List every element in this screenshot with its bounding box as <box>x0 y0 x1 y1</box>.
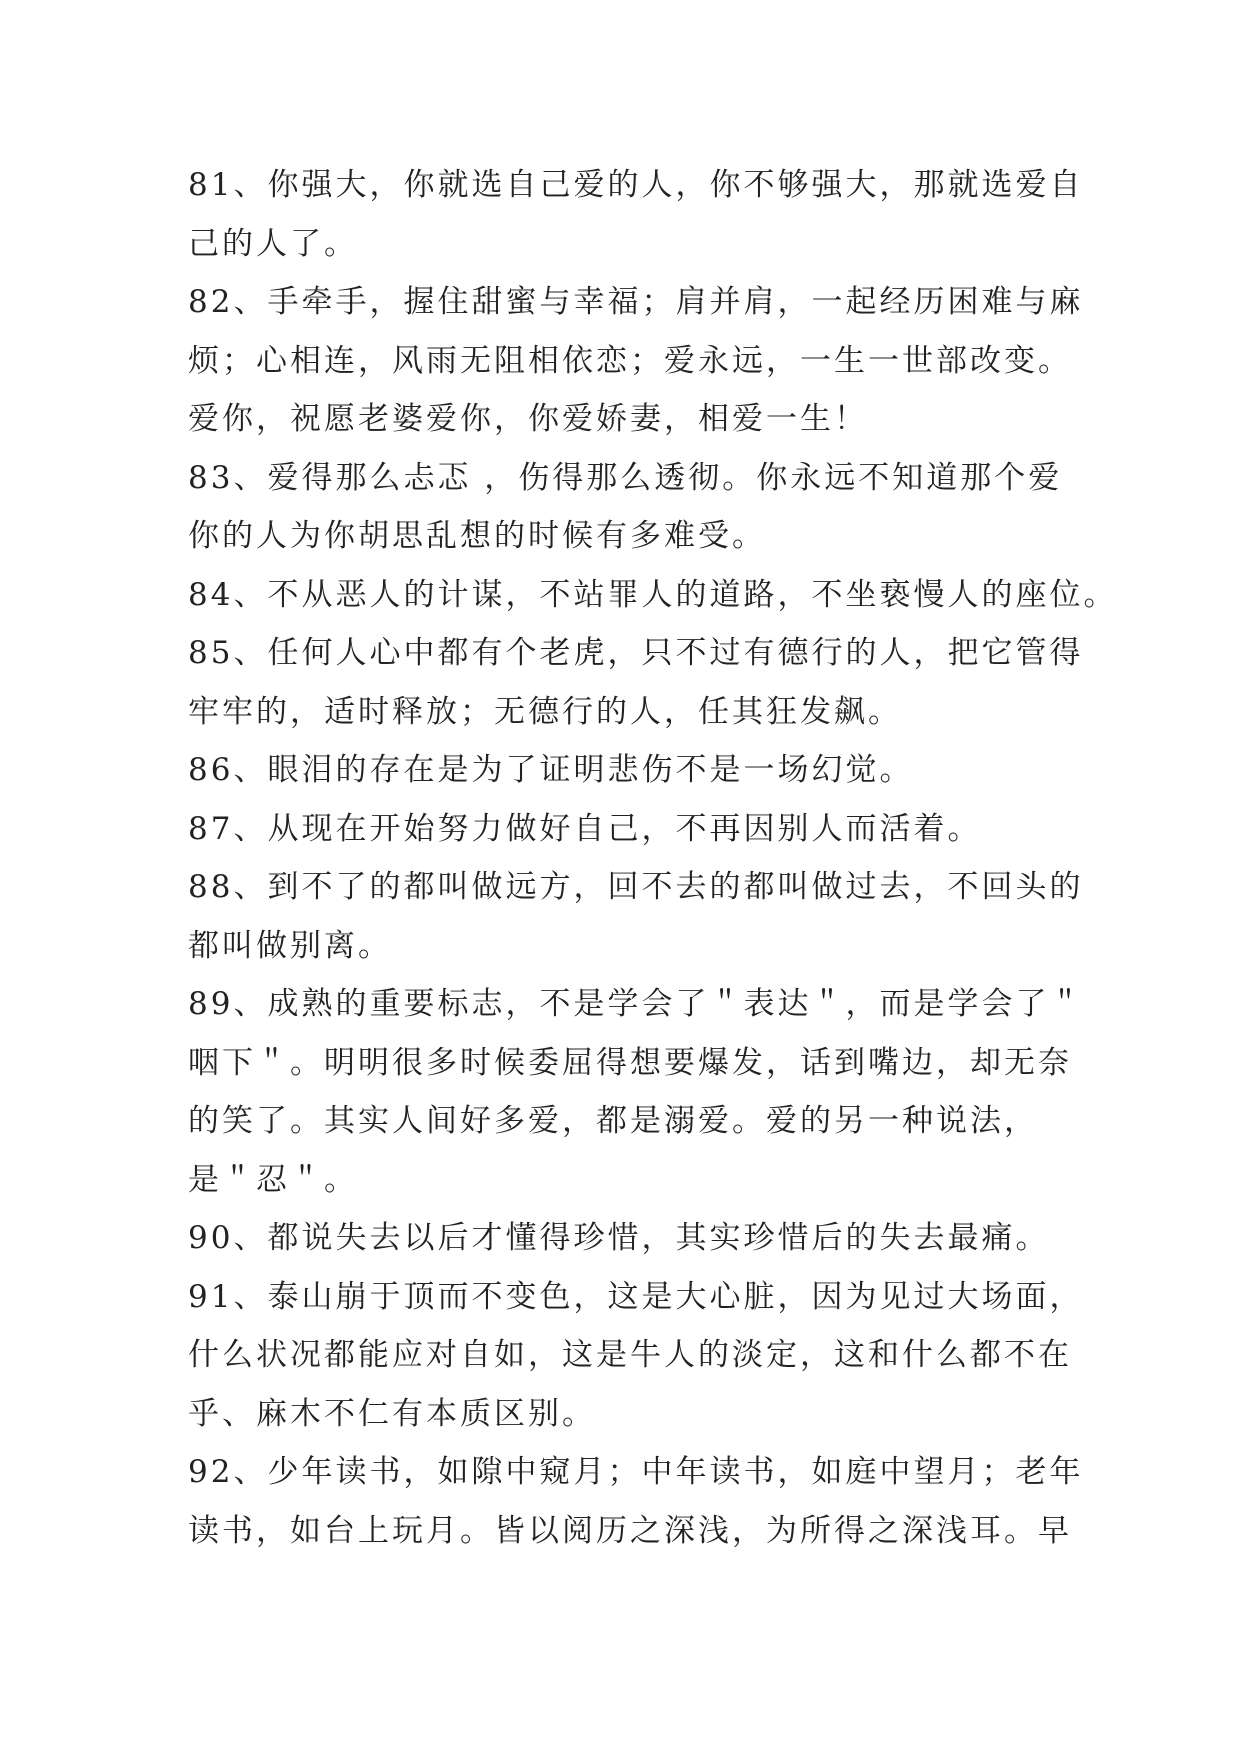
text-line: 己的人了。 <box>188 225 358 262</box>
text-line: 读书，如台上玩月。皆以阅历之深浅，为所得之深浅耳。早 <box>188 1512 1072 1549</box>
text-line: 牢牢的，适时释放；无德行的人，任其狂发飙。 <box>188 693 902 730</box>
text-line: 91、泰山崩于顶而不变色，这是大心脏，因为见过大场面， <box>188 1278 1084 1315</box>
text-line: 都叫做别离。 <box>188 927 392 964</box>
text-line: 83、爱得那么忐忑 ，伤得那么透彻。你永远不知道那个爱 <box>188 459 1063 496</box>
text-line: 什么状况都能应对自如，这是牛人的淡定，这和什么都不在 <box>188 1337 1072 1373</box>
text-line: 的笑了。其实人间好多爱，都是溺爱。爱的另一种说法， <box>188 1103 1038 1139</box>
text-line: 乎、麻木不仁有本质区别。 <box>188 1395 596 1432</box>
text-line: 82、手牵手，握住甜蜜与幸福；肩并肩，一起经历困难与麻 <box>188 284 1084 320</box>
text-line: 爱你，祝愿老婆爱你，你爱娇妻，相爱一生！ <box>188 401 868 437</box>
text-line: 84、不从恶人的计谋，不站罪人的道路，不坐亵慢人的座位。 <box>188 576 1118 613</box>
text-line: 89、成熟的重要标志，不是学会了＂表达＂，而是学会了＂ <box>188 986 1084 1022</box>
text-line: 烦；心相连，风雨无阻相依恋；爱永远，一生一世部改变。 <box>188 342 1072 379</box>
text-line: 咽下＂。明明很多时候委屈得想要爆发，话到嘴边，却无奈 <box>188 1044 1072 1081</box>
text-line: 90、都说失去以后才懂得珍惜，其实珍惜后的失去最痛。 <box>188 1220 1050 1256</box>
text-line: 87、从现在开始努力做好自己，不再因别人而活着。 <box>188 810 982 847</box>
text-line: 92、少年读书，如隙中窥月；中年读书，如庭中望月；老年 <box>188 1454 1084 1490</box>
text-line: 88、到不了的都叫做远方，回不去的都叫做过去，不回头的 <box>188 869 1084 905</box>
text-line: 你的人为你胡思乱想的时候有多难受。 <box>188 518 766 554</box>
text-line: 81、你强大，你就选自己爱的人，你不够强大，那就选爱自 <box>188 167 1084 203</box>
document-body <box>188 156 1118 1560</box>
text-line: 85、任何人心中都有个老虎，只不过有德行的人，把它管得 <box>188 635 1084 671</box>
text-line: 是＂忍＂。 <box>188 1161 358 1198</box>
text-line: 86、眼泪的存在是为了证明悲伤不是一场幻觉。 <box>188 752 914 788</box>
